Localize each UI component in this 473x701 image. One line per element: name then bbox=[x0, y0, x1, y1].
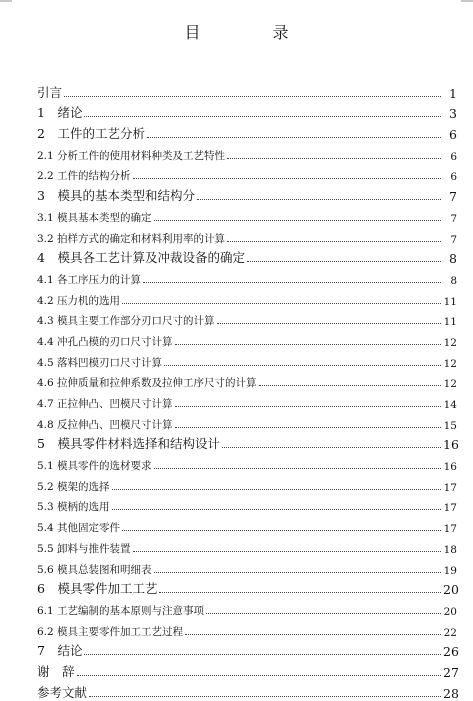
toc-entry-label: 4.2 压力机的选用 bbox=[37, 294, 121, 307]
toc-leader-dots bbox=[147, 137, 441, 138]
toc-entry-page-number: 14 bbox=[443, 399, 457, 411]
toc-entry-page-number: 18 bbox=[443, 543, 457, 556]
toc-entry[interactable] bbox=[37, 432, 457, 453]
toc-entry-page-number: 3 bbox=[449, 106, 457, 122]
toc-leader-dots bbox=[185, 634, 441, 635]
toc-entry[interactable] bbox=[37, 328, 457, 349]
toc-entry-page-number: 15 bbox=[443, 419, 457, 432]
toc-entry-label: 4.4 冲孔凸模的刃口尺寸计算 bbox=[37, 335, 173, 348]
toc-entry[interactable] bbox=[37, 597, 457, 618]
toc-entry-label: 4.1 各工序压力的计算 bbox=[37, 273, 142, 286]
toc-entry-label: 5.4 其他固定零件 bbox=[37, 522, 121, 535]
toc-entry-label: 7 结论 bbox=[37, 643, 83, 659]
toc-entry-page-number: 12 bbox=[443, 336, 457, 349]
toc-entry[interactable] bbox=[37, 370, 457, 391]
toc-entry-page-number: 16 bbox=[443, 461, 457, 474]
toc-entry[interactable] bbox=[37, 452, 457, 473]
toc-leader-dots bbox=[84, 116, 441, 117]
toc-entry[interactable] bbox=[37, 659, 457, 680]
toc-entry[interactable] bbox=[37, 287, 457, 308]
toc-entry[interactable] bbox=[37, 618, 457, 639]
toc-entry[interactable] bbox=[37, 183, 457, 204]
toc-entry-label: 5.3 模柄的选用 bbox=[37, 501, 110, 514]
toc-entry-page-number: 12 bbox=[443, 357, 457, 370]
toc-entry-page-number: 12 bbox=[443, 378, 457, 391]
toc-entry-page-number: 16 bbox=[443, 437, 459, 453]
toc-entry-page-number: 6 bbox=[449, 127, 457, 143]
toc-entry-page-number: 20 bbox=[443, 582, 459, 598]
toc-entry-page-number: 11 bbox=[443, 316, 457, 329]
toc-entry-label: 5.2 模架的选择 bbox=[37, 480, 110, 493]
toc-entry-label: 4.6 拉伸质量和拉伸系数及拉伸工序尺寸的计算 bbox=[37, 377, 257, 390]
toc-entry[interactable] bbox=[37, 80, 457, 101]
toc-leader-dots bbox=[164, 365, 441, 366]
toc-leader-dots bbox=[227, 241, 441, 242]
toc-leader-dots bbox=[122, 530, 441, 531]
toc-leader-dots bbox=[154, 572, 441, 573]
toc-entry[interactable] bbox=[37, 101, 457, 122]
toc-entry[interactable] bbox=[37, 473, 457, 494]
toc-leader-dots bbox=[133, 178, 441, 179]
toc-entry[interactable] bbox=[37, 121, 457, 142]
toc-leader-dots bbox=[64, 96, 441, 97]
toc-entry-page-number: 11 bbox=[443, 295, 457, 308]
toc-entry-label: 3.1 模具基本类型的确定 bbox=[37, 211, 152, 224]
toc-leader-dots bbox=[206, 613, 441, 614]
toc-entry-label: 3 模具的基本类型和结构分 bbox=[37, 188, 195, 204]
toc-entry-page-number: 17 bbox=[443, 523, 457, 536]
toc-entry-page-number: 27 bbox=[443, 664, 459, 680]
toc-entry[interactable] bbox=[37, 680, 457, 701]
toc-entry-page-number: 17 bbox=[443, 502, 457, 515]
toc-entry-page-number: 28 bbox=[443, 685, 459, 701]
toc-leader-dots bbox=[122, 303, 441, 304]
toc-entry-label: 4.5 落料凹模刃口尺寸计算 bbox=[37, 356, 163, 369]
toc-entry[interactable] bbox=[37, 142, 457, 163]
toc-leader-dots bbox=[217, 323, 441, 324]
toc-entry[interactable] bbox=[37, 246, 457, 267]
toc-entry[interactable] bbox=[37, 556, 457, 577]
toc-entry-label: 6 模具零件加工工艺 bbox=[37, 581, 158, 597]
toc-entry-page-number: 6 bbox=[450, 150, 457, 163]
toc-entry-page-number: 6 bbox=[450, 171, 457, 184]
toc-entry-page-number: 1 bbox=[449, 85, 457, 101]
toc-entry-page-number: 8 bbox=[449, 251, 457, 267]
toc-entry-label: 4.3 模具主要工作部分刃口尺寸的计算 bbox=[37, 315, 215, 328]
toc-entry-label: 4.7 正拉伸凸、凹模尺寸计算 bbox=[37, 398, 173, 410]
toc-entry-label: 5 模具零件材料选择和结构设计 bbox=[37, 436, 220, 452]
toc-entry-page-number: 7 bbox=[450, 233, 457, 246]
toc-entry[interactable] bbox=[37, 411, 457, 432]
toc-entry[interactable] bbox=[37, 308, 457, 329]
toc-leader-dots bbox=[133, 551, 441, 552]
toc-leader-dots bbox=[143, 282, 441, 283]
toc-leader-dots bbox=[175, 427, 441, 428]
toc-entry[interactable] bbox=[37, 225, 457, 246]
toc-leader-dots bbox=[77, 675, 441, 676]
toc-leader-dots bbox=[222, 447, 441, 448]
toc-leader-dots bbox=[175, 344, 441, 345]
toc-entry-label: 谢 辞 bbox=[37, 663, 75, 679]
toc-entry-label: 1 绪论 bbox=[37, 105, 83, 121]
toc-leader-dots bbox=[112, 489, 441, 490]
toc-leader-dots bbox=[84, 654, 441, 655]
toc-entry-label: 3.2 拍样方式的确定和材料利用率的计算 bbox=[37, 232, 226, 245]
toc-entry-label: 引言 bbox=[37, 84, 63, 100]
page-corner-mark-left bbox=[0, 0, 12, 2]
page-corner-mark-right bbox=[461, 0, 473, 2]
toc-entry-page-number: 17 bbox=[443, 481, 457, 494]
toc-entry-page-number: 20 bbox=[443, 605, 457, 618]
toc-leader-dots bbox=[259, 385, 441, 386]
toc-entry[interactable] bbox=[37, 163, 457, 184]
toc-entry-page-number: 26 bbox=[443, 644, 459, 660]
toc-entry-label: 6.2 模具主要零件加工工艺过程 bbox=[37, 625, 184, 638]
toc-leader-dots bbox=[247, 261, 441, 262]
toc-entry-page-number: 19 bbox=[443, 564, 457, 577]
table-of-contents bbox=[37, 80, 457, 701]
toc-leader-dots bbox=[175, 406, 441, 407]
toc-entry[interactable] bbox=[37, 535, 457, 556]
toc-entry-label: 6.1 工艺编制的基本原则与注意事项 bbox=[37, 604, 205, 617]
toc-leader-dots bbox=[197, 199, 441, 200]
toc-entry-page-number: 7 bbox=[450, 212, 457, 225]
toc-entry-label: 2 工件的工艺分析 bbox=[37, 126, 145, 142]
toc-leader-dots bbox=[227, 158, 441, 159]
toc-entry[interactable] bbox=[37, 494, 457, 515]
toc-entry-label: 4 模具各工艺计算及冲裁设备的确定 bbox=[37, 250, 245, 266]
toc-entry-label: 5.5 卸料与推件装置 bbox=[37, 542, 131, 555]
toc-entry-label: 2.2 工件的结构分析 bbox=[37, 170, 131, 183]
toc-leader-dots bbox=[154, 468, 441, 469]
toc-entry[interactable] bbox=[37, 577, 457, 598]
toc-leader-dots bbox=[154, 220, 441, 221]
toc-entry[interactable] bbox=[37, 514, 457, 535]
toc-entry-label: 4.8 反拉伸凸、凹模尺寸计算 bbox=[37, 418, 173, 431]
toc-leader-dots bbox=[159, 592, 441, 593]
toc-entry-label: 参考文献 bbox=[37, 684, 88, 700]
toc-entry[interactable] bbox=[37, 204, 457, 225]
toc-entry[interactable] bbox=[37, 349, 457, 370]
toc-entry-label: 5.6 模具总装图和明细表 bbox=[37, 563, 152, 576]
page-title: 目 录 bbox=[184, 23, 317, 42]
toc-entry[interactable] bbox=[37, 390, 457, 411]
toc-entry-page-number: 8 bbox=[450, 274, 457, 287]
toc-entry-page-number: 7 bbox=[449, 189, 457, 205]
toc-entry-page-number: 22 bbox=[443, 626, 457, 639]
toc-leader-dots bbox=[112, 509, 441, 510]
toc-entry[interactable] bbox=[37, 266, 457, 287]
toc-entry-label: 5.1 模具零件的选材要求 bbox=[37, 460, 152, 473]
toc-entry[interactable] bbox=[37, 639, 457, 660]
toc-entry-label: 2.1 分析工件的使用材料种类及工艺特性 bbox=[37, 149, 226, 162]
toc-leader-dots bbox=[89, 696, 441, 697]
